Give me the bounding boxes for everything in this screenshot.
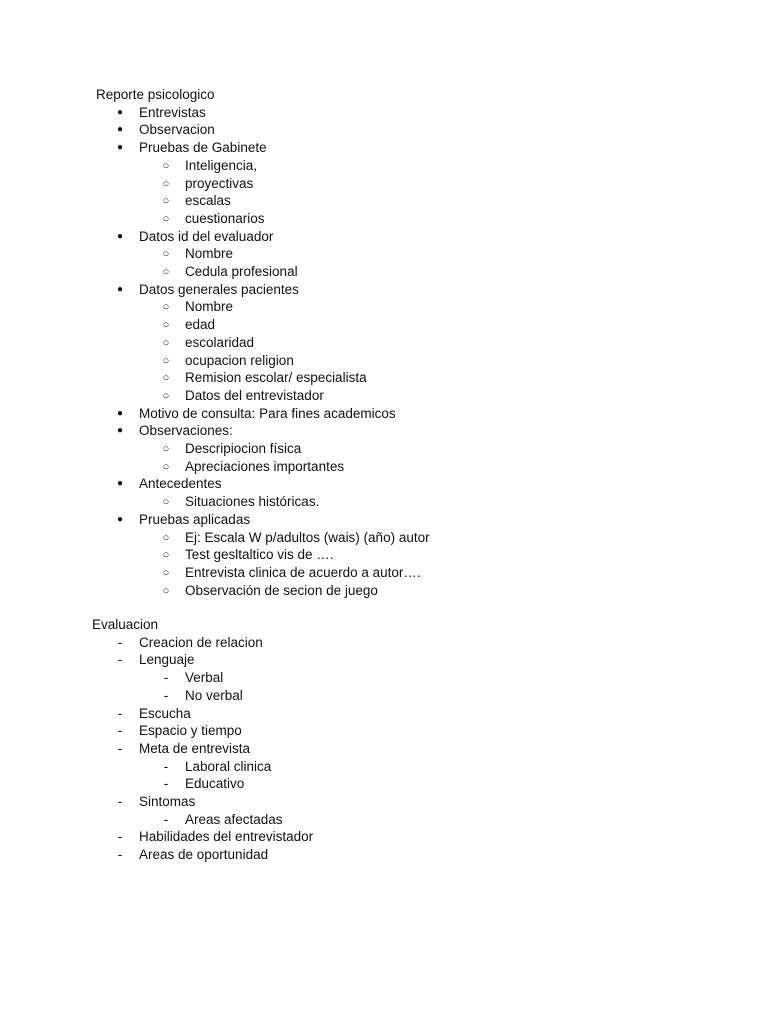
list-item-text: Espacio y tiempo [139, 723, 242, 739]
bullet-marker: ● [116, 283, 124, 295]
list-item-text: Sintomas [139, 794, 196, 809]
circle-bullet-marker: ○ [162, 266, 170, 278]
list-item-text: Datos id del evaluador [139, 228, 274, 244]
list-item-text: Meta de entrevista [139, 740, 251, 756]
circle-bullet-marker: ○ [162, 496, 170, 509]
dash-marker: - [163, 670, 169, 686]
bullet-marker: ● [116, 407, 124, 419]
list-item-text: Motivo de consulta: Para fines academicos [139, 405, 396, 421]
circle-bullet-marker: ○ [162, 301, 170, 314]
list-item-text: escolaridad [185, 334, 255, 350]
bullet-marker: ● [116, 142, 124, 154]
list-item-text: Laboral clinica [185, 758, 272, 774]
list-item-text: Nombre [185, 246, 234, 262]
section-title-reporte: Reporte psicologico [96, 87, 215, 102]
circle-bullet-marker: ○ [162, 584, 170, 597]
dash-marker: - [117, 829, 123, 845]
list-item-text: cuestionarios [185, 210, 265, 226]
list-item-text: edad [185, 317, 216, 333]
list-item-text: Habilidades del entrevistador [139, 829, 314, 845]
circle-bullet-marker: ○ [162, 549, 170, 562]
circle-bullet-marker: ○ [162, 372, 170, 385]
circle-bullet-marker: ○ [162, 566, 170, 579]
circle-bullet-marker: ○ [162, 159, 170, 172]
list-item-text: proyectivas [185, 175, 254, 191]
list-item-text: Antecedentes [139, 476, 222, 492]
dash-marker: - [117, 794, 123, 809]
list-item-text: Observación de secion de juego [185, 582, 378, 598]
dash-marker: - [117, 705, 123, 721]
dash-marker: - [117, 847, 123, 863]
list-item-text: Entrevistas [139, 104, 206, 120]
bullet-marker: ● [116, 124, 124, 136]
circle-bullet-marker: ○ [162, 389, 170, 402]
list-item-text: Lenguaje [139, 652, 195, 668]
list-item-text: Remision escolar/ especialista [185, 370, 367, 386]
list-item-text: Educativo [185, 776, 245, 792]
section-title-evaluacion: Evaluacion [92, 617, 159, 632]
circle-bullet-marker: ○ [162, 195, 170, 208]
circle-bullet-marker: ○ [162, 177, 170, 190]
circle-bullet-marker: ○ [162, 319, 170, 332]
circle-bullet-marker: ○ [162, 354, 170, 367]
list-item-text: Areas afectadas [185, 811, 283, 827]
bullet-marker: ● [116, 425, 124, 437]
list-item-text: Situaciones históricas. [185, 494, 320, 510]
list-item-text: Observacion [139, 122, 215, 138]
dash-marker: - [163, 687, 169, 703]
list-item-text: Ej: Escala W p/adultos (wais) (año) autor [185, 529, 430, 545]
list-item-text: Test gesltaltico vis de …. [185, 547, 334, 563]
dash-marker: - [117, 723, 123, 739]
list-item-text: Apreciaciones importantes [185, 458, 345, 474]
list-item-text: Pruebas de Gabinete [139, 140, 267, 156]
list-item-text: Datos del entrevistador [185, 387, 324, 403]
dash-marker: - [117, 634, 123, 650]
dash-marker: - [163, 811, 169, 827]
circle-bullet-marker: ○ [162, 248, 170, 261]
bullet-marker: ● [116, 513, 124, 525]
list-item-text: Datos generales pacientes [139, 281, 299, 297]
circle-bullet-marker: ○ [162, 336, 170, 349]
list-item-text: Inteligencia, [185, 157, 258, 173]
list-item-text: Pruebas aplicadas [139, 511, 251, 527]
list-item-text: escalas [185, 193, 231, 209]
circle-bullet-marker: ○ [162, 212, 170, 225]
list-item-text: Nombre [185, 299, 234, 315]
list-item-text: Entrevista clinica de acuerdo a autor…. [185, 564, 421, 580]
circle-bullet-marker: ○ [162, 460, 170, 473]
bullet-marker: ● [116, 106, 124, 118]
circle-bullet-marker: ○ [162, 443, 170, 455]
circle-bullet-marker: ○ [162, 531, 170, 544]
bullet-marker: ● [116, 478, 124, 490]
dash-marker: - [163, 776, 169, 792]
list-item-text: No verbal [185, 687, 243, 703]
list-item-text: ocupacion religion [185, 352, 294, 368]
dash-marker: - [163, 758, 169, 774]
dash-marker: - [117, 740, 123, 756]
list-item-text: Descripiocion física [185, 441, 302, 456]
list-item-text: Areas de oportunidad [139, 847, 269, 863]
list-item-text: Cedula profesional [185, 264, 298, 279]
bullet-marker: ● [116, 230, 124, 242]
list-item-text: Creacion de relacion [139, 634, 263, 650]
list-item-text: Observaciones: [139, 423, 233, 439]
list-item-text: Verbal [185, 670, 224, 686]
dash-marker: - [117, 652, 123, 668]
list-item-text: Escucha [139, 705, 191, 721]
